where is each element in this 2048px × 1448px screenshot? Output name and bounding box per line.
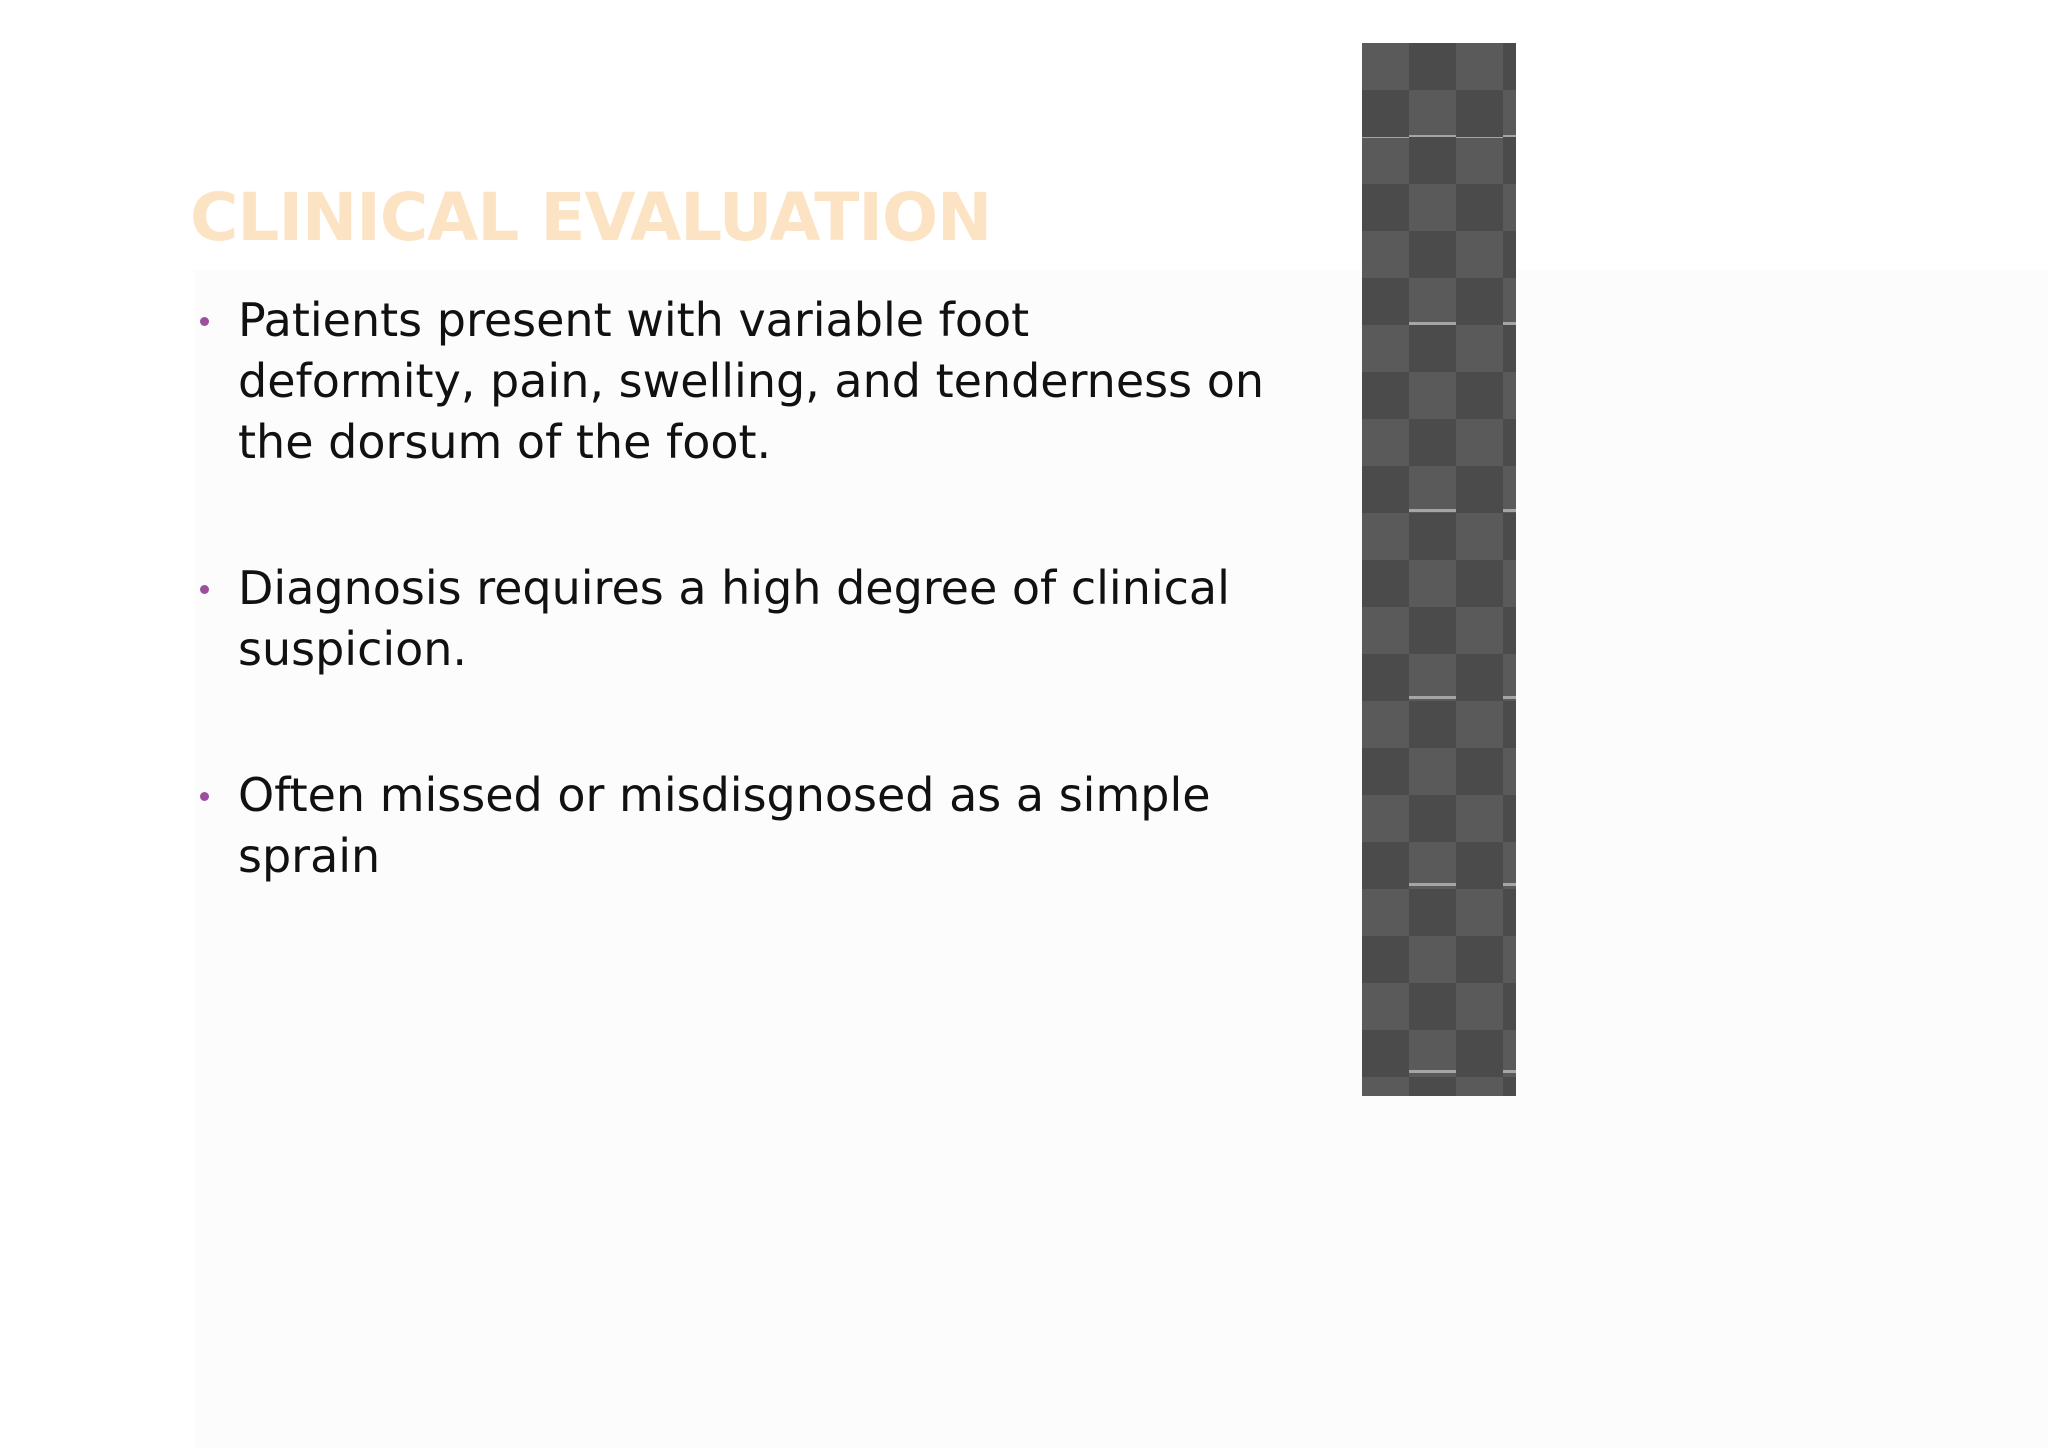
bullet-item <box>190 765 1280 887</box>
decorative-pattern-strip <box>1362 43 1516 1096</box>
bullet-item <box>190 558 1280 680</box>
bullet-text: Often missed or misdisgnosed as a simple sprain <box>238 768 1211 883</box>
slide-title: CLINICAL EVALUATION <box>190 179 992 256</box>
bullet-list <box>190 290 1280 887</box>
bullet-dot-icon <box>200 585 209 594</box>
bullet-text: Patients present with variable foot deformity, pain, swelling, and tenderness on the dorsum of the foot. <box>238 293 1264 469</box>
bullet-dot-icon <box>200 792 209 801</box>
bullet-text: Diagnosis requires a high degree of clinical suspicion. <box>238 561 1230 676</box>
bullet-item <box>190 290 1280 473</box>
bullet-dot-icon <box>200 317 209 326</box>
